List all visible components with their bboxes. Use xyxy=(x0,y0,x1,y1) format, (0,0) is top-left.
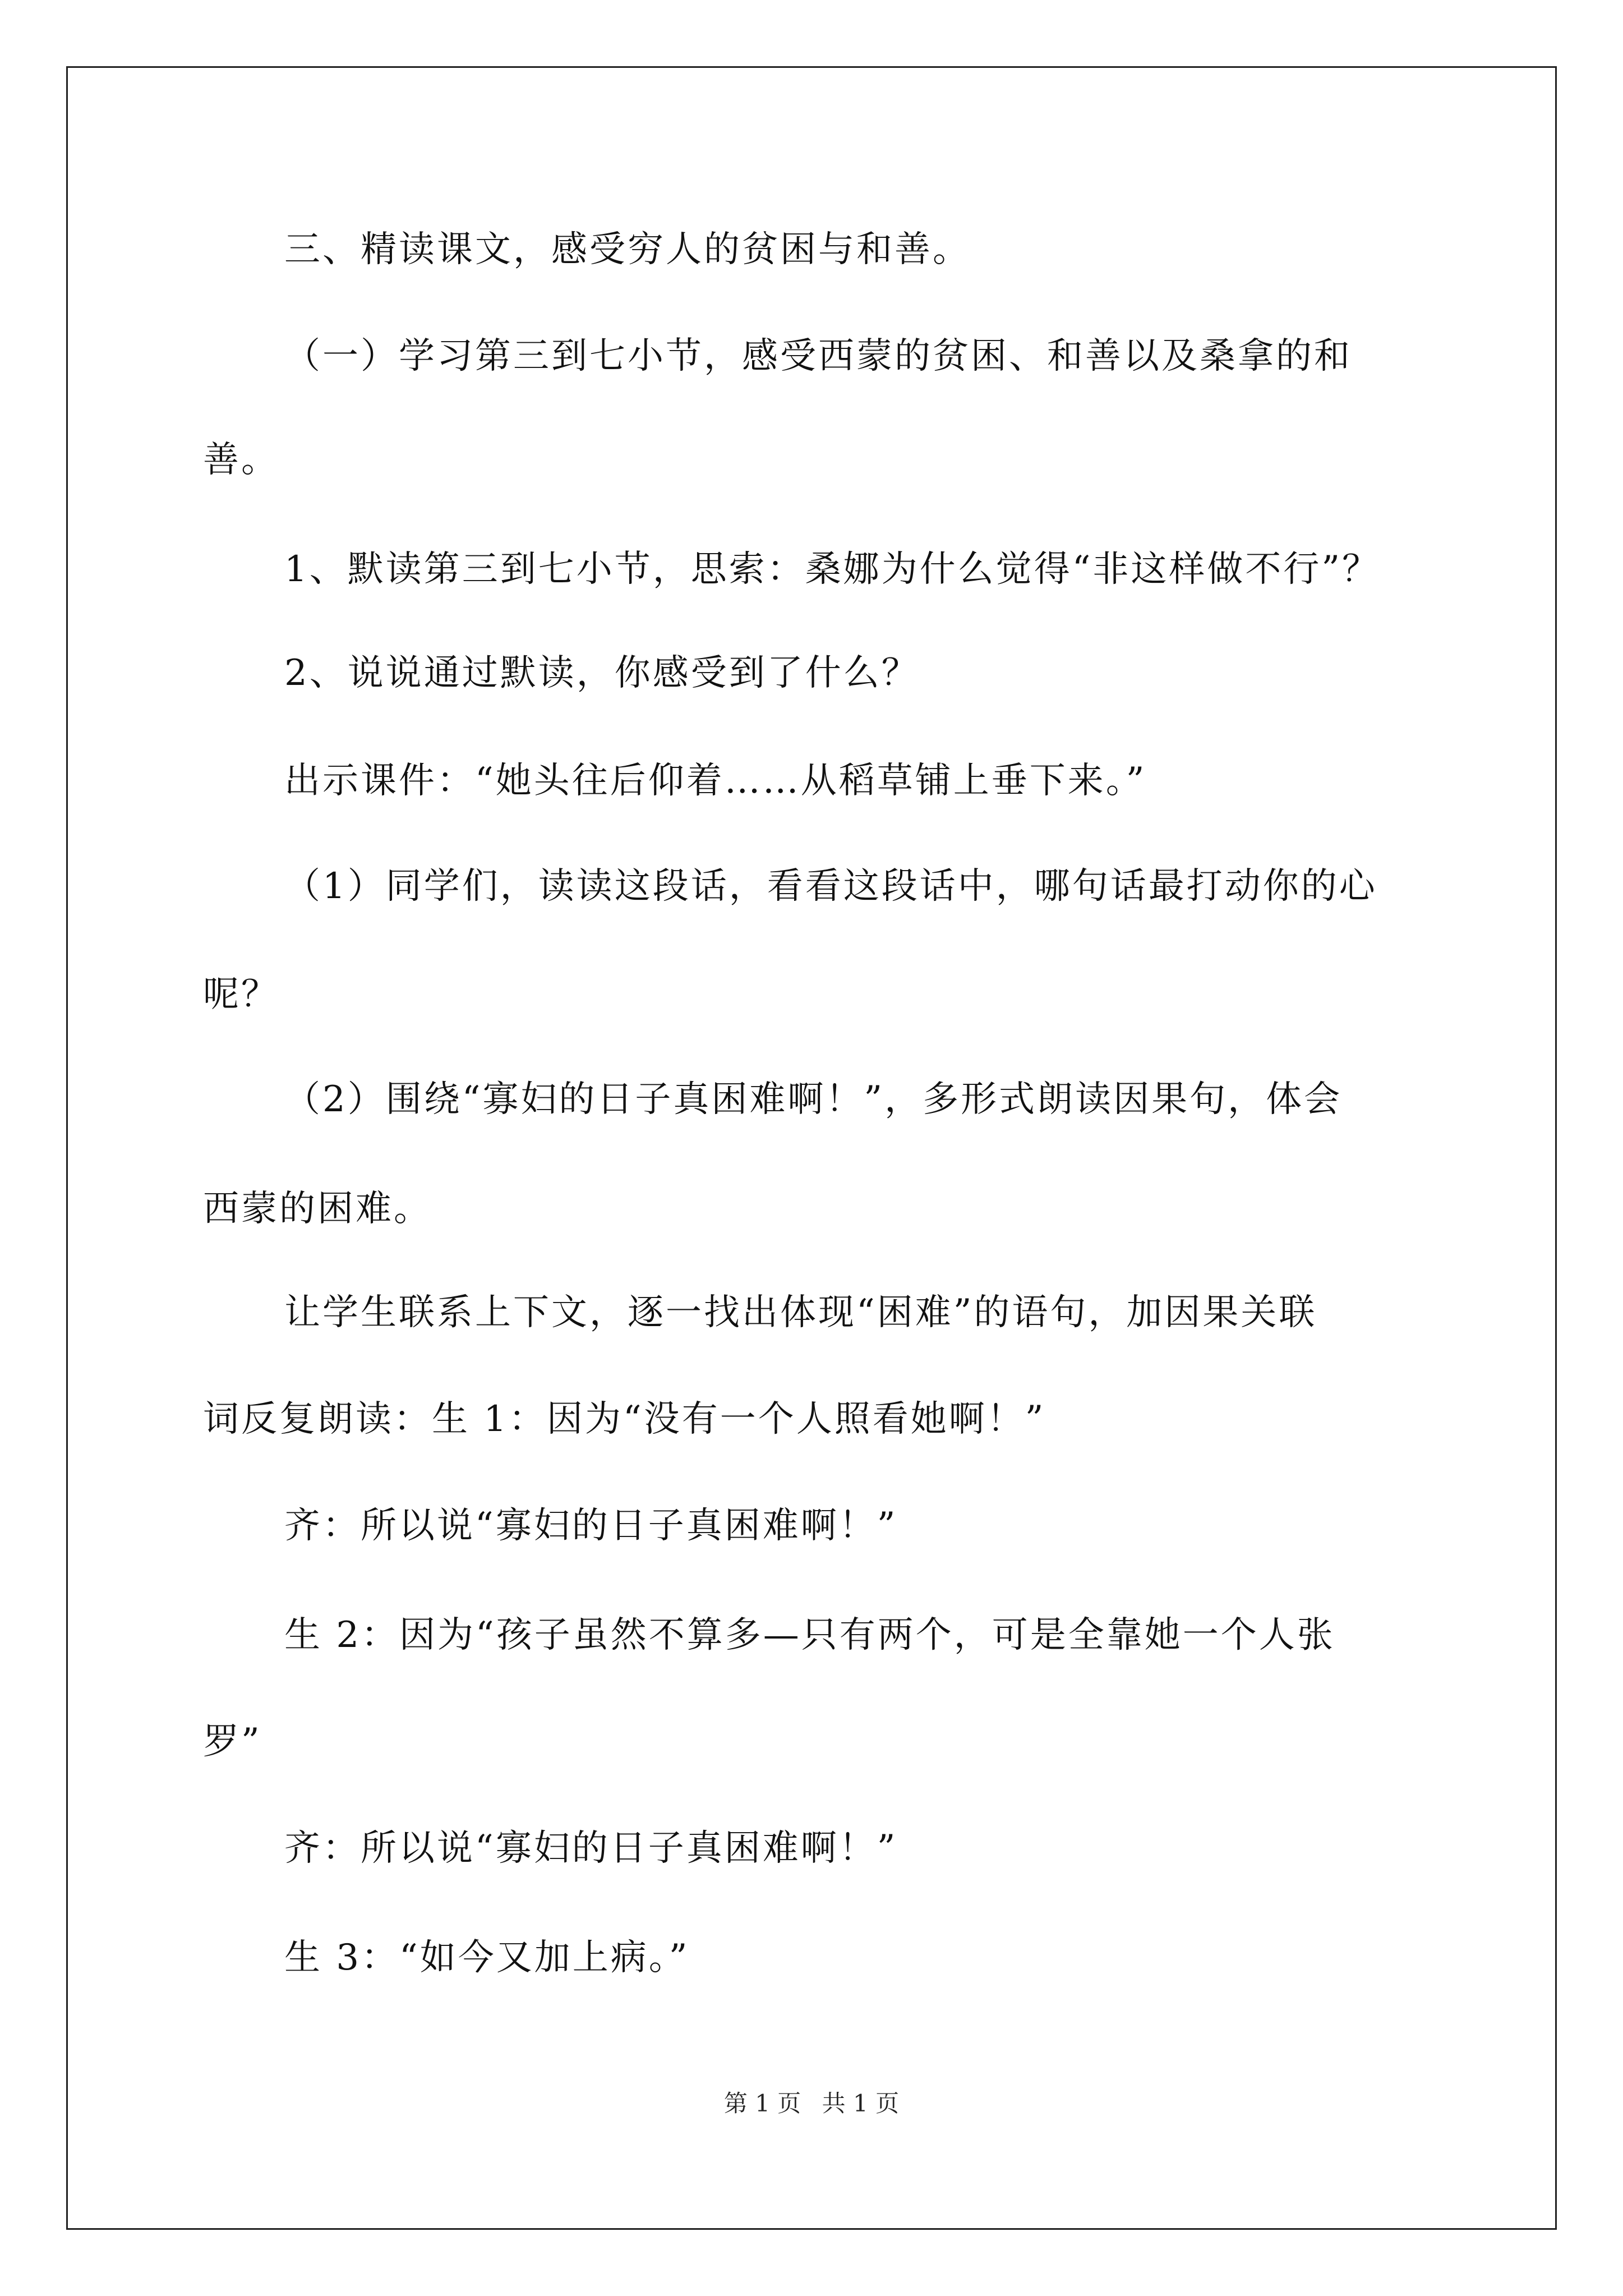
paragraph-line: 齐：所以说“寡妇的日子真困难啊！” xyxy=(284,1828,898,1869)
paragraph-line: 2、说说通过默读，你感受到了什么？ xyxy=(284,652,920,694)
paragraph-line: 出示课件：“她头往后仰着……从稻草铺上垂下来。” xyxy=(284,760,1147,802)
paragraph-line: 罗” xyxy=(203,1721,262,1763)
paragraph-line: 词反复朗读：生 1：因为“没有一个人照看她啊！” xyxy=(203,1398,1046,1440)
page-number-total: 共 1 页 xyxy=(822,2090,900,2117)
paragraph-line: （一）学习第三到七小节，感受西蒙的贫困、和善以及桑拿的和 xyxy=(284,335,1352,377)
paragraph-line: 呢？ xyxy=(203,974,279,1015)
paragraph-line: 生 2：因为“孩子虽然不算多—只有两个，可是全靠她一个人张 xyxy=(284,1614,1335,1656)
paragraph-line: 生 3：“如今又加上病。” xyxy=(284,1937,690,1978)
section-heading: 三、精读课文，感受穷人的贫困与和善。 xyxy=(284,229,971,270)
paragraph-line: 善。 xyxy=(203,439,279,481)
paragraph-line: 西蒙的困难。 xyxy=(203,1188,432,1230)
paragraph-line: 让学生联系上下文，逐一找出体现“困难”的语句，加因果关联 xyxy=(284,1292,1317,1333)
page-footer xyxy=(0,2088,1623,2119)
page-frame xyxy=(66,66,1557,2230)
paragraph-line: 齐：所以说“寡妇的日子真困难啊！” xyxy=(284,1505,898,1547)
paragraph-line: （1）同学们，读读这段话，看看这段话中，哪句话最打动你的心 xyxy=(284,866,1377,907)
page-number-current: 第 1 页 xyxy=(723,2090,801,2117)
paragraph-line: 1、默读第三到七小节，思索：桑娜为什么觉得“非这样做不行”？ xyxy=(284,549,1381,590)
paragraph-line: （2）围绕“寡妇的日子真困难啊！”，多形式朗读因果句，体会 xyxy=(284,1079,1343,1120)
